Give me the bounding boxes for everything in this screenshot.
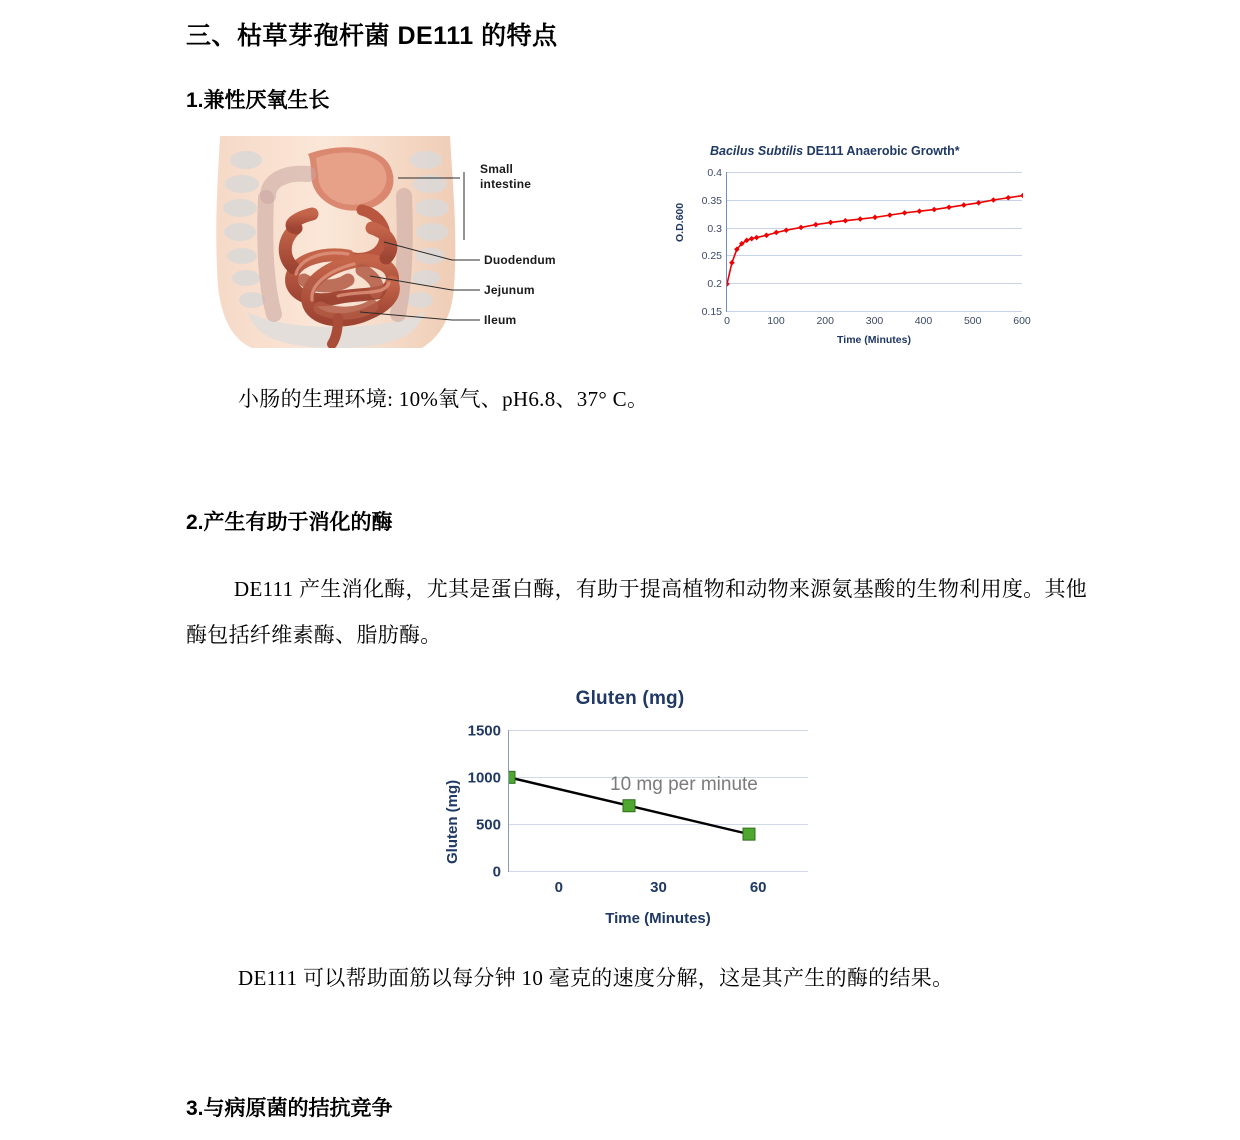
y-tick: 0.25 — [701, 250, 722, 263]
page-title: 三、枯草芽孢杆菌 DE111 的特点 — [186, 22, 558, 50]
x-tick: 30 — [650, 879, 667, 896]
y-tick: 0.15 — [701, 306, 722, 318]
y-tick: 1500 — [467, 722, 501, 740]
label-intestine: intestine — [480, 177, 532, 191]
label-small: Small — [480, 162, 514, 176]
chart-plot-area — [701, 167, 1031, 327]
label-duodendum: Duodendum — [484, 253, 556, 267]
y-tick: 500 — [475, 816, 501, 834]
x-tick: 200 — [816, 315, 834, 327]
chart-title — [710, 144, 960, 158]
x-tick: 0 — [724, 315, 730, 327]
x-tick: 0 — [554, 879, 563, 896]
x-tick: 500 — [963, 315, 982, 327]
chart-anaerobic-growth — [668, 136, 1048, 358]
label-jejunum: Jejunum — [484, 283, 535, 297]
growth-series — [727, 172, 1023, 312]
chart-annotation: 10 mg per minute — [610, 774, 758, 795]
gluten-series — [509, 730, 809, 872]
x-tick: 60 — [749, 879, 767, 896]
figure-small-intestine — [212, 136, 584, 348]
x-tick: 600 — [1013, 315, 1031, 327]
chart-plot-area — [467, 722, 808, 896]
chart-y-axis-label: Gluten (mg) — [444, 779, 461, 864]
x-tick: 400 — [914, 315, 933, 327]
label-ileum: Ileum — [484, 313, 517, 327]
chart-x-axis-label: Time (Minutes) — [837, 334, 911, 346]
chart-title-italic: Bacilus Subtilis — [710, 144, 804, 158]
y-tick: 0.2 — [707, 278, 722, 291]
y-tick: 0.35 — [701, 194, 722, 207]
chart-gluten-degradation — [420, 688, 840, 938]
y-tick: 0.3 — [707, 222, 722, 235]
chart-x-axis-label: Time (Minutes) — [605, 910, 711, 927]
y-tick: 1000 — [467, 769, 501, 787]
x-tick: 100 — [767, 315, 785, 327]
x-tick: 300 — [865, 315, 884, 327]
chart-title-rest: DE111 Anaerobic Growth* — [806, 144, 960, 158]
intestine-illustration — [212, 136, 584, 348]
y-tick: 0 — [492, 863, 501, 881]
y-tick: 0.4 — [707, 167, 722, 179]
chart-title: Gluten (mg) — [575, 688, 685, 709]
caption-gluten: DE111 可以帮助面筋以每分钟 10 毫克的速度分解，这是其产生的酶的结果。 — [238, 966, 954, 990]
subheading-1: 1.兼性厌氧生长 — [186, 89, 330, 112]
paragraph-enzymes: DE111 产生消化酶，尤其是蛋白酶，有助于提高植物和动物来源氨基酸的生物利用度。其他酶包括纤维素酶、脂肪酶。 — [186, 577, 1088, 647]
chart-y-axis-label: O.D.600 — [674, 202, 686, 242]
subheading-2: 2.产生有助于消化的酶 — [186, 511, 393, 534]
subheading-3: 3.与病原菌的拮抗竞争 — [186, 1097, 393, 1120]
caption-intestine: 小肠的生理环境: 10%氧气、pH6.8、37° C。 — [238, 387, 649, 411]
